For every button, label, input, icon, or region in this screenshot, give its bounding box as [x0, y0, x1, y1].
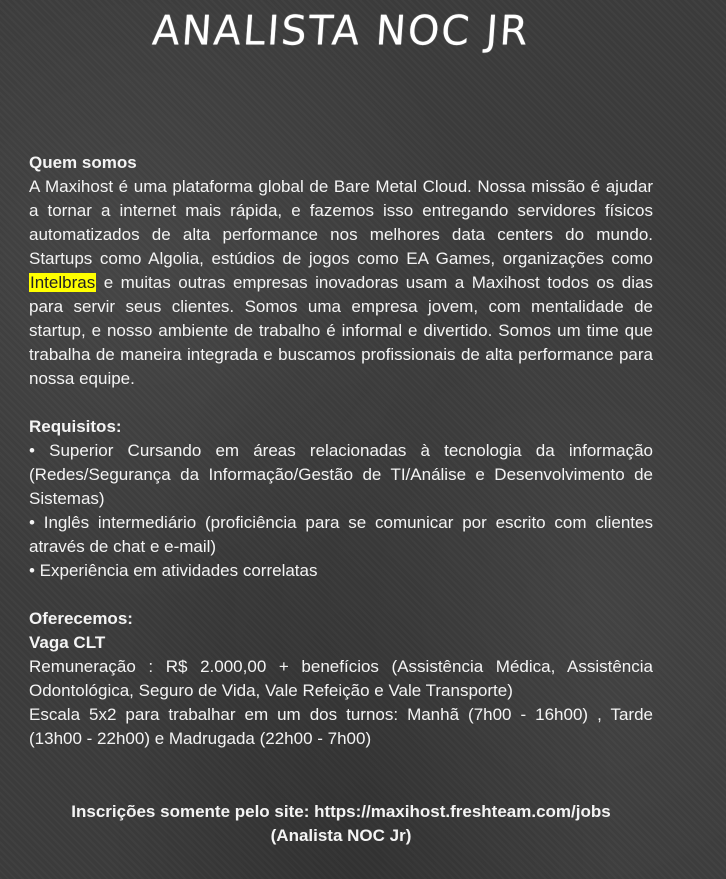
- offer-section: [29, 607, 653, 751]
- requirements-section: [29, 415, 653, 583]
- offer-subheading: Vaga CLT: [29, 633, 106, 652]
- about-text-before: A Maxihost é uma plataforma global de Bare Metal Cloud. Nossa missão é ajudar a tornar a internet mais rápida, e fazemos isso entregando servidores físicos automatizados de alta performance nos melhores data centers do mundo. Startups como Algolia, estúdios de jogos como EA Games, organizações como: [29, 177, 653, 268]
- application-role: (Analista NOC Jr): [270, 826, 412, 845]
- requirement-item: • Experiência em atividades correlatas: [29, 561, 318, 580]
- about-section: [29, 151, 653, 391]
- spacer: [29, 391, 653, 415]
- requirement-item: • Superior Cursando em áreas relacionadas à tecnologia da informação (Redes/Segurança da Informação/Gestão de TI/Análise e Desenvolvimento de Sistemas): [29, 441, 653, 508]
- about-text-after: e muitas outras empresas inovadoras usam a Maxihost todos os dias para servir seus clientes. Somos uma empresa jovem, com mentalidade de startup, e nosso ambiente de trabalho é informal e divertido. Somos um time que trabalha de maneira integrada e buscamos profissionais de alta performance para nossa equipe.: [29, 273, 653, 388]
- about-paragraph: [29, 175, 653, 391]
- spacer: [29, 583, 653, 607]
- requirements-heading: Requisitos:: [29, 417, 122, 436]
- requirement-item: • Inglês intermediário (proficiência para se comunicar por escrito com clientes através de chat e e-mail): [29, 513, 653, 556]
- page-title: ANALISTA NOC JR: [150, 7, 532, 55]
- about-heading: Quem somos: [29, 153, 137, 172]
- schedule-text: Escala 5x2 para trabalhar em um dos turnos: Manhã (7h00 - 16h00) , Tarde (13h00 - 22h00) e Madrugada (22h00 - 7h00): [29, 705, 653, 748]
- salary-text: Remuneração : R$ 2.000,00 + benefícios (Assistência Médica, Assistência Odontológica, Seguro de Vida, Vale Refeição e Vale Transporte): [29, 657, 653, 700]
- application-link[interactable]: Inscrições somente pelo site: https://maxihost.freshteam.com/jobs: [71, 802, 611, 821]
- offer-heading: Oferecemos:: [29, 609, 133, 628]
- application-footer: [29, 800, 653, 848]
- job-description: [29, 151, 653, 751]
- highlighted-company: Intelbras: [30, 273, 96, 292]
